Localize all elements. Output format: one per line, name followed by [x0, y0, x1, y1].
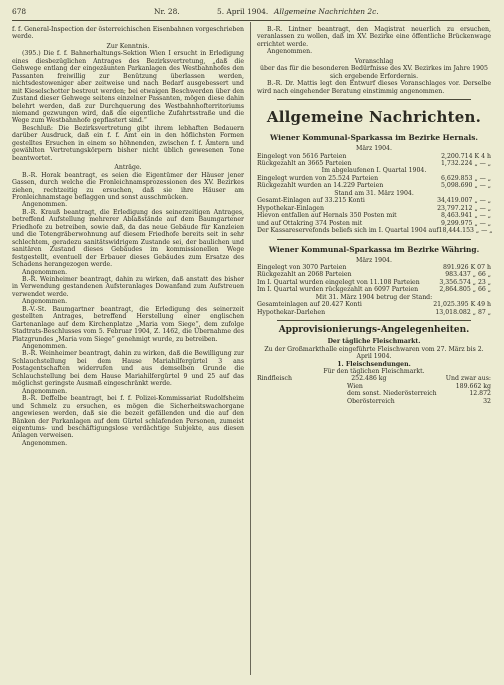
paragraph: Beschluß: Die Bezirksvertretung gibt ihrem lebhaften Bedauern darüber Ausdruck, daß ein f. f. Amt ein in den höflichsten Formen gestelltes Ersuchen in einem so höhnenden, zwischen f. f. Ämtern und gewählten Vertretungskörpern bisher nicht üblich gewesenen Tone beantwortet. [12, 124, 244, 162]
paragraph: (395.) Die f. f. Bahnerhaltungs-Sektion Wien I ersucht in Erledigung eines diesbezüglichen Antrages des Bezirksvertretung, „daß die Gehwege entlang der eingezäunten Parkanlagen des Westbahnhofes den Passanten freiwillig zur Benützung überlassen werden, nichtsdestoweniger aber zeitweise und nach Bedarf ausgebessert und mit Kieselschotter bestreut werden; bei etwaigen Beschwerden über den Zustand dieser Gehwege seitens einzelner Passanten, mögen diese dahin belehrt werden, daß zur Durchquerung des Westbahnhofterritoriums niemand gezwungen wird, daß die eigentliche Zufahrtsstraße und die Wege zum Westbahnhofe gepflastert sind.“ [12, 50, 244, 125]
waehring-month: März 1904. [356, 256, 392, 264]
resolution: Angenommen. [22, 387, 68, 395]
market-heading: 1. Fleischsendungen. [337, 360, 411, 368]
table-row: Gesamteinlagen auf 20.427 Konti 21,025.395 K 49 h [257, 301, 491, 309]
resolution: Angenommen. [22, 201, 68, 209]
table-row: und auf Ottakring 374 Posten mit 9,299.975 „ — „ [257, 219, 491, 227]
paragraph: B.-R. Lintner beantragt, den Magistrat neuerlich zu ersuchen, veranlassen zu wollen, daß im XV. Bezirke eine öffentliche Brückenwage errichtet werde. [257, 26, 491, 48]
table-row: Rindfleisch 252.486 kg Und zwar aus: [257, 375, 491, 383]
issue-number: Nr. 28. [154, 7, 180, 16]
left-column [12, 26, 244, 447]
paragraph: B.-R. Deffelbe beantragt, bei f. f. Polizei-Kommissariat Rudolfsheim und Schmelz zu ersuchen, es mögen die Sicherheitswachorgane angewiesen werden, daß sie die bezeit gefällenden und die auf den Bänken der Parkanlagen auf dem Gürtel schlafenden Personen, zumeist eigentums- und beschäftigungslose verdächtige Subjekte, aus diesen Anlagen verweisen. [12, 395, 244, 440]
header-rule [12, 20, 490, 21]
table-row: Hypothekar-Einlagen 23,797.212 „ — „ [257, 204, 491, 212]
divider [277, 320, 471, 321]
paragraph: B.-R. Horak beantragt, es seien die Eigentümer der Häuser jener Gassen, durch welche die Fronleichnamsprozessionen des XV. Bezirkes ziehen, rechtzeitig zu ersuchen, daß sie ihre Häuser am Fronleichnamstage beflaggen und sonst ausschmücken. [12, 171, 244, 201]
paragraph: B.-R. Weinheimer beantragt, dahin zu wirken, daß anstatt des bisher in Verwendung gestandenen Aufsteranlages Dowanfand zum Aufstreuen verwendet werde. [12, 275, 244, 298]
column-divider [250, 22, 251, 675]
page-number: 678 [12, 7, 27, 16]
market-subtitle: Der tägliche Fleischmarkt. [327, 338, 421, 346]
table-row: Stand am 31. März 1904. [334, 189, 414, 197]
paragraph: f. f. General-Inspection der österreichischen Eisenbahnen vorgeschrieben werde. [12, 26, 244, 41]
table-row: Der Kassareservefonds beliefs sich im I. Quartal 1904 auf 18,444.153 „ — „ [257, 227, 493, 235]
table-row: Hievon entfallen auf Hernals 350 Posten mit 8,463.941 „ — „ [257, 212, 491, 220]
divider [277, 239, 471, 240]
paragraph: B.-V.-St. Baumgartner beantragt, die Erledigung des seinerzeit gestellten Antrages, betreffend Herstellung einer englischen Gartenanlage auf dem Kirchenplatze „Maria vom Siege“, dem zufolge Stadtrats-Beschlusses vom 5. Februar 1904, Z. 1462, die Übernahme des Platzgrundes „Maria vom Siege“ genehmigt wurde, zu betreiben. [12, 305, 244, 343]
paragraph: B.-R. Krauß beantragt, die Erledigung des seinerzeitigen Antrages, betreffend Aufstellung mehrerer Ablaßstände auf dem Baumgartener Friedhofe zu betreiben, sowie daß, da das neue Gebäude für Kanzleien und die Totengräberwohnung auf diesem Friedhofe bereits seit in sehr schlechtem, geradezu sanitätswidrigem Zustande sei, der baulichen und sanitären Zustand dieses Gebäudes im kommissionellen Wege festgestellt, eventuell der Erbauer dieses Gebäudes zum Ersatze des Schadens herangezogen werde. [12, 208, 244, 269]
table-row: Eingelegt wurden von 25.524 Parteien 6,629.853 „ — „ [257, 174, 491, 182]
section-title: Allgemeine Nachrichten. [266, 108, 482, 127]
table-row: Wien 189.662 kg [347, 382, 491, 390]
table-row: Hypothekar-Darlehen 13,018.082 „ 87 „ [257, 308, 491, 316]
market-title: Approvisionierungs-Angelegenheiten. [278, 325, 470, 336]
section-heading: Voranschlag [354, 57, 394, 65]
page-header [12, 4, 490, 18]
paragraph: über das für die besonderen Bedürfnisse des XV. Bezirkes im Jahre 1905 sich ergebende Erfordernis. [260, 65, 488, 80]
divider [277, 99, 471, 100]
resolution: Angenommen. [22, 268, 68, 276]
waehring-title: Wiener Kommunal-Sparkassa im Bezirke Währing. [268, 244, 480, 254]
section-heading: Zur Kenntnis. [106, 42, 150, 50]
table-row: Eingelegt von 5616 Parteien 2,200.714 K 4 h [257, 152, 491, 160]
newspaper-title: Allgemeine Nachrichten 2c. [274, 7, 379, 16]
right-column [257, 26, 491, 405]
issue-date: 5. April 1904. [217, 7, 269, 16]
resolution: Angenommen. [22, 298, 68, 306]
table-row: Rückgezahlt wurden an 14.229 Parteien 5,098.690 „ — „ [257, 182, 491, 190]
market-intro: Zu der Großmarkthalle eingeführte Fleischwaren vom 27. März bis 2. April 1904. [264, 345, 484, 361]
resolution: Angenommen. [22, 343, 68, 351]
table-row: Mit 31. März 1904 betrug der Stand: [315, 293, 433, 301]
table-row: Rückgezahlt an 3665 Parteien 1,732.224 „ — „ [257, 159, 491, 167]
resolution: Angenommen. [267, 48, 313, 56]
table-row: Im I. Quartal wurden rückgezahlt an 6097 Parteien 2,864.805 „ 66 „ [257, 286, 491, 294]
hernals-month: März 1904. [356, 145, 392, 153]
market-subheading: Für den täglichen Fleischmarkt. [323, 367, 425, 375]
paragraph: B.-R. Weinheimer beantragt, dahin zu wirken, daß die Bewilligung zur Schlauchstellung bei dem Hause Mariahilfergürtel 3 ans Postagentschaften widerrufen und aus demselben Grunde die Schlauchstellung bei dem Hause Mariahilfergürtel 9 und 25 auf das möglichst geringste Ausmaß eingeschränkt werde. [12, 350, 244, 388]
table-row: dem sonst. Niederösterreich 12.872 [347, 390, 491, 398]
table-row: Im abgelaufenen I. Quartal 1904. [321, 167, 427, 175]
table-row: Gesamt-Einlagen auf 33.215 Konti 34,419.007 „ — „ [257, 197, 491, 205]
paragraph: B.-R. Dr. Mattis legt den Entwurf dieses Voranschlages vor. Derselbe wird nach eingehender Beratung einstimmig angenommen. [257, 80, 491, 95]
hernals-title: Wiener Kommunal-Sparkassa im Bezirke Hernals. [270, 133, 478, 143]
hernals-table [257, 153, 491, 235]
table-row: Im I. Quartal wurden eingelegt von 11.108 Parteien 3,356.574 „ 23 „ [257, 278, 491, 286]
table-row: Rückgezahlt an 2068 Parteien 983.437 „ 66 „ [257, 271, 491, 279]
table-row: Oberösterreich 32 [347, 397, 491, 405]
resolution: Angenommen. [22, 439, 68, 447]
section-heading: Anträge. [114, 164, 142, 172]
waehring-table [257, 264, 491, 316]
table-row: Eingelegt von 3070 Parteien 891.926 K 07 h [257, 263, 491, 271]
